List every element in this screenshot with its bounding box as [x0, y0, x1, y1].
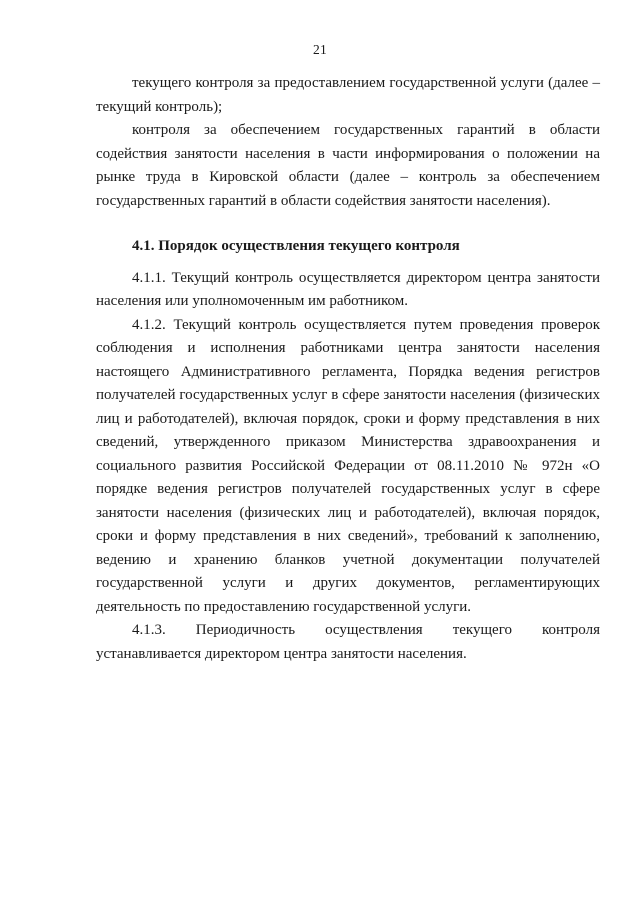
paragraph-current-control: текущего контроля за предоставлением государственной услуги (далее – текущий контроль); [96, 75, 600, 115]
page-number: 21 [312, 42, 328, 57]
document-body [96, 72, 600, 666]
paragraph-4-1-1: 4.1.1. Текущий контроль осуществляется директором центра занятости населения или уполномоченным им работником. [96, 269, 600, 309]
paragraph-4-1-2: 4.1.2. Текущий контроль осуществляется путем проведения проверок соблюдения и исполнения работниками центра занятости населения настоящего Административного регламента, Порядка ведения регистров получателей государственных услуг в сфере занятости населения (физических лиц и работодателей), включая порядок, сроки и форму представления в них сведений, утвержденного приказом Министерства здравоохранения и социального развития Российской Федерации от 08.11.2010 № 972н «О порядке ведения регистров получателей государственных услуг в сфере занятости населения (физических лиц и работодателей), включая порядок, сроки и форму представления в них сведений», требований к заполнению, ведению и хранению бланков учетной документации получателей государственной услуги и других документов, регламентирующих деятельность по предоставлению государственной услуги. [96, 316, 600, 615]
paragraph-guarantees-control: контроля за обеспечением государственных гарантий в области содействия занятости населения в части информирования о положении на рынке труда в Кировской области (далее – контроль за обеспечением государственных гарантий в области содействия занятости населения). [96, 122, 600, 209]
paragraph-4-1-3: 4.1.3. Периодичность осуществления текущего контроля устанавливается директором центра занятости населения. [96, 622, 600, 662]
section-heading: 4.1. Порядок осуществления текущего контроля [132, 238, 460, 254]
